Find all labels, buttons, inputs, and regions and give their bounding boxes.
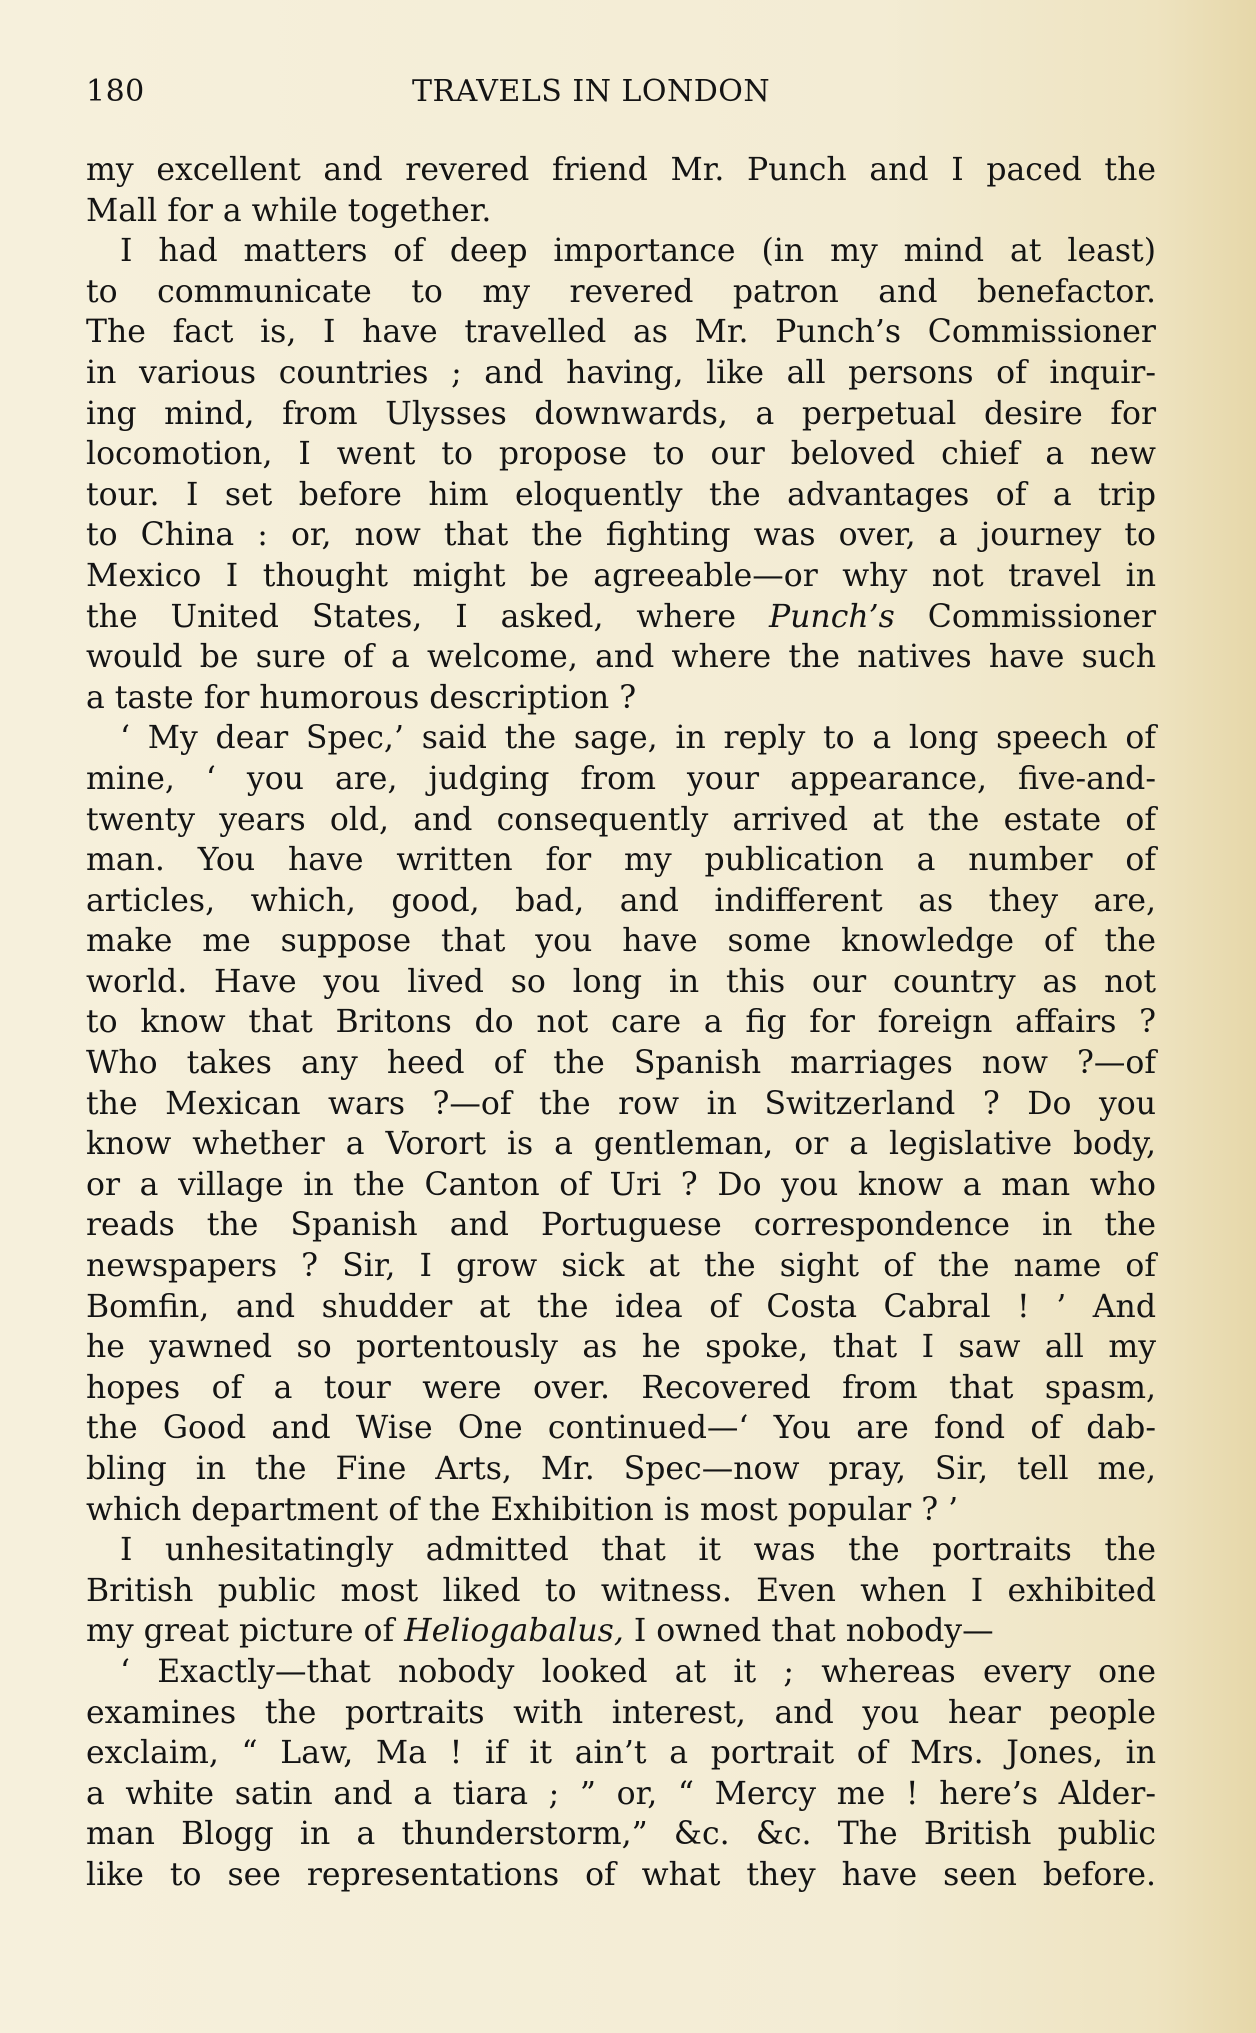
- text-line: ing mind, from Ulysses downwards, a perpetual desire for: [86, 395, 1156, 432]
- text-line: know whether a Vorort is a gentleman, or a legislative body,: [86, 1126, 1156, 1163]
- text-line: the Good and Wise One continued—‘ You are fond of dab-: [86, 1410, 1156, 1447]
- text-segment: Commissioner: [894, 598, 1157, 635]
- text-line: to China : or, now that the fighting was over, a journey to: [86, 517, 1156, 554]
- text-line: a white satin and a tiara ; ” or, “ Mercy me ! here’s Alder-: [86, 1775, 1156, 1812]
- text-line: to communicate to my revered patron and benefactor.: [86, 273, 1156, 310]
- text-line: twenty years old, and consequently arrived at the estate of: [86, 801, 1156, 838]
- page-number: 180: [86, 74, 145, 109]
- italic-title: Punch’s: [768, 598, 895, 635]
- text-line: in various countries ; and having, like all persons of inquir-: [86, 354, 1156, 391]
- text-line: Who takes any heed of the Spanish marriages now ?—of: [86, 1045, 1156, 1082]
- text-line: world. Have you lived so long in this our country as not: [86, 963, 1156, 1000]
- text-line: the Mexican wars ?—of the row in Switzerland ? Do you: [86, 1085, 1156, 1122]
- text-line: mine, ‘ you are, judging from your appearance, five-and-: [86, 760, 1156, 797]
- text-line: bling in the Fine Arts, Mr. Spec—now pray, Sir, tell me,: [86, 1451, 1156, 1487]
- text-line: British public most liked to witness. Even when I exhibited: [86, 1572, 1156, 1609]
- text-line: to know that Britons do not care a fig for foreign affairs ?: [86, 1004, 1156, 1041]
- text-line: would be sure of a welcome, and where the natives have such: [86, 639, 1156, 676]
- text-line: The fact is, I have travelled as Mr. Punch’s Commissioner: [86, 314, 1156, 351]
- italic-title: Heliogabalus,: [404, 1613, 624, 1650]
- text-line: reads the Spanish and Portuguese correspondence in the: [86, 1207, 1156, 1244]
- text-line: newspapers ? Sir, I grow sick at the sight of the name of: [86, 1248, 1156, 1285]
- text-line: make me suppose that you have some knowledge of the: [86, 923, 1156, 960]
- text-line: which department of the Exhibition is most popular ? ’: [86, 1491, 959, 1528]
- body-text: [86, 150, 1156, 1896]
- text-segment: my great picture of: [86, 1613, 405, 1650]
- text-line: like to see representations of what they have seen before.: [86, 1856, 1156, 1893]
- text-line: he yawned so portentously as he spoke, that I saw all my: [86, 1329, 1156, 1366]
- text-line: examines the portraits with interest, and you hear people: [86, 1694, 1156, 1731]
- text-line: man Blogg in a thunderstorm,” &c. &c. The British public: [86, 1816, 1156, 1853]
- text-line: tour. I set before him eloquently the advantages of a trip: [86, 476, 1156, 513]
- text-line: exclaim, “ Law, Ma ! if it ain’t a portrait of Mrs. Jones, in: [86, 1735, 1156, 1772]
- text-line: ‘ Exactly—that nobody looked at it ; whereas every one: [120, 1653, 1156, 1690]
- text-line: or a village in the Canton of Uri ? Do you know a man who: [86, 1166, 1156, 1203]
- text-line: Bomfin, and shudder at the idea of Costa Cabral ! ’ And: [86, 1288, 1156, 1325]
- text-line: locomotion, I went to propose to our beloved chief a new: [86, 436, 1156, 473]
- text-segment: the United States, I asked, where: [86, 598, 769, 635]
- text-line: I unhesitatingly admitted that it was the portraits the: [120, 1532, 1156, 1569]
- text-line: Mexico I thought might be agreeable—or why not travel in: [86, 557, 1156, 594]
- text-line: [86, 597, 1156, 638]
- text-line: my excellent and revered friend Mr. Punch and I paced the: [86, 152, 1156, 188]
- text-line: articles, which, good, bad, and indifferent as they are,: [86, 882, 1156, 919]
- text-line: Mall for a while together.: [86, 192, 492, 229]
- text-line: a taste for humorous description ?: [86, 679, 637, 716]
- text-line: man. You have written for my publication a number of: [86, 842, 1156, 879]
- running-head: [86, 74, 1156, 124]
- text-line: ‘ My dear Spec,’ said the sage, in reply to a long speech of: [120, 720, 1156, 757]
- text-segment: I owned that nobody—: [623, 1613, 994, 1650]
- text-line: [86, 1611, 1156, 1652]
- text-line: I had matters of deep importance (in my mind at least): [120, 233, 1156, 270]
- running-title: TRAVELS IN LONDON: [412, 74, 771, 109]
- text-line: hopes of a tour were over. Recovered from that spasm,: [86, 1369, 1156, 1406]
